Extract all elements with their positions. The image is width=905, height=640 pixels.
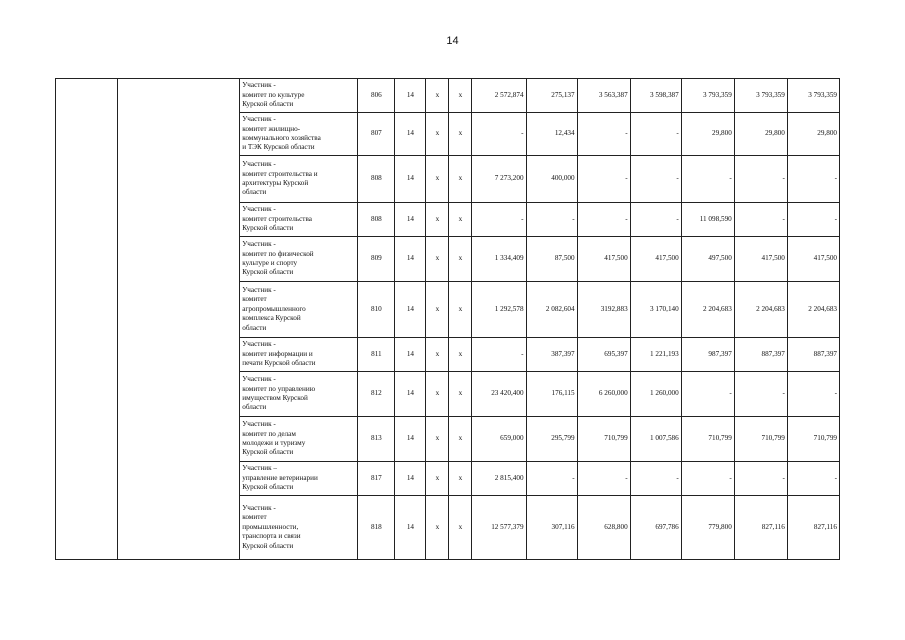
amount-cell: 3 793,359 (787, 79, 839, 113)
participant-name: Участник - комитет строительства Курской области (240, 203, 358, 237)
amount-cell: - (472, 203, 526, 237)
amount-cell: - (577, 462, 630, 496)
amount-cell: 779,800 (681, 496, 734, 560)
mark-cell: x (449, 338, 472, 372)
amount-cell: 887,397 (734, 338, 787, 372)
subprogram-cell (118, 79, 240, 560)
section-code: 14 (395, 156, 426, 203)
grbs-code: 811 (358, 338, 395, 372)
amount-cell: - (472, 338, 526, 372)
mark-cell: x (449, 282, 472, 338)
amount-cell: 3 793,359 (734, 79, 787, 113)
mark-cell: x (449, 113, 472, 156)
grbs-code: 812 (358, 372, 395, 417)
amount-cell: 295,799 (526, 417, 577, 462)
mark-cell: x (426, 372, 449, 417)
amount-cell: 275,137 (526, 79, 577, 113)
mark-cell: x (449, 462, 472, 496)
mark-cell: x (426, 203, 449, 237)
participant-name: Участник - комитет строительства и архитектуры Курской области (240, 156, 358, 203)
amount-cell: 659,000 (472, 417, 526, 462)
amount-cell: 2 572,874 (472, 79, 526, 113)
section-code: 14 (395, 113, 426, 156)
grbs-code: 808 (358, 156, 395, 203)
amount-cell: - (734, 462, 787, 496)
amount-cell: 987,397 (681, 338, 734, 372)
amount-cell: - (734, 156, 787, 203)
grbs-code: 806 (358, 79, 395, 113)
amount-cell: 3 170,140 (630, 282, 681, 338)
participant-name: Участник - комитет по делам молодежи и туризму Курской области (240, 417, 358, 462)
grbs-code: 810 (358, 282, 395, 338)
amount-cell: 3 563,387 (577, 79, 630, 113)
grbs-code: 818 (358, 496, 395, 560)
amount-cell: 29,800 (734, 113, 787, 156)
participant-name: Участник - комитет по управлению имуществом Курской области (240, 372, 358, 417)
participant-name: Участник - комитет промышленности, транспорта и связи Курской области (240, 496, 358, 560)
amount-cell: - (630, 462, 681, 496)
amount-cell: 12 577,379 (472, 496, 526, 560)
budget-table (55, 78, 840, 560)
amount-cell: 176,115 (526, 372, 577, 417)
amount-cell: 1 221,193 (630, 338, 681, 372)
section-code: 14 (395, 79, 426, 113)
grbs-code: 808 (358, 203, 395, 237)
amount-cell: 417,500 (787, 237, 839, 282)
amount-cell: - (787, 203, 839, 237)
amount-cell: 1 334,409 (472, 237, 526, 282)
amount-cell: 23 420,400 (472, 372, 526, 417)
amount-cell: - (630, 156, 681, 203)
mark-cell: x (449, 237, 472, 282)
amount-cell: 697,786 (630, 496, 681, 560)
participant-name: Участник - комитет жилищно- коммунального хозяйства и ТЭК Курской области (240, 113, 358, 156)
participant-name: Участник - комитет информации и печати Курской области (240, 338, 358, 372)
amount-cell: 2 204,683 (681, 282, 734, 338)
amount-cell: - (630, 113, 681, 156)
amount-cell: 400,000 (526, 156, 577, 203)
amount-cell: - (681, 156, 734, 203)
amount-cell: 12,434 (526, 113, 577, 156)
amount-cell: - (681, 372, 734, 417)
page-number: 14 (446, 35, 459, 47)
amount-cell: 827,116 (787, 496, 839, 560)
mark-cell: x (449, 203, 472, 237)
amount-cell: 417,500 (630, 237, 681, 282)
amount-cell: - (787, 462, 839, 496)
section-code: 14 (395, 203, 426, 237)
amount-cell: 11 098,590 (681, 203, 734, 237)
section-code: 14 (395, 338, 426, 372)
amount-cell: 695,397 (577, 338, 630, 372)
amount-cell: - (577, 113, 630, 156)
mark-cell: x (426, 282, 449, 338)
participant-name: Участник - комитет агропромышленного комплекса Курской области (240, 282, 358, 338)
mark-cell: x (426, 462, 449, 496)
amount-cell: - (577, 156, 630, 203)
amount-cell: - (681, 462, 734, 496)
amount-cell: 3 598,387 (630, 79, 681, 113)
section-code: 14 (395, 417, 426, 462)
amount-cell: 710,799 (734, 417, 787, 462)
mark-cell: x (449, 156, 472, 203)
amount-cell: 710,799 (681, 417, 734, 462)
amount-cell: 417,500 (734, 237, 787, 282)
program-cell (56, 79, 118, 560)
section-code: 14 (395, 237, 426, 282)
section-code: 14 (395, 496, 426, 560)
amount-cell: 2 204,683 (787, 282, 839, 338)
amount-cell: 710,799 (577, 417, 630, 462)
grbs-code: 809 (358, 237, 395, 282)
grbs-code: 813 (358, 417, 395, 462)
mark-cell: x (426, 496, 449, 560)
amount-cell: 2 815,400 (472, 462, 526, 496)
grbs-code: 817 (358, 462, 395, 496)
amount-cell: - (472, 113, 526, 156)
section-code: 14 (395, 372, 426, 417)
amount-cell: 1 260,000 (630, 372, 681, 417)
amount-cell: 87,500 (526, 237, 577, 282)
amount-cell: 29,800 (681, 113, 734, 156)
budget-table-body (56, 79, 840, 560)
amount-cell: - (734, 203, 787, 237)
amount-cell: 497,500 (681, 237, 734, 282)
amount-cell: - (787, 372, 839, 417)
amount-cell: - (630, 203, 681, 237)
participant-name: Участник - комитет по физической культуре и спорту Курской области (240, 237, 358, 282)
amount-cell: - (526, 203, 577, 237)
mark-cell: x (426, 79, 449, 113)
mark-cell: x (449, 496, 472, 560)
mark-cell: x (426, 417, 449, 462)
amount-cell: 827,116 (734, 496, 787, 560)
amount-cell: 3192,883 (577, 282, 630, 338)
mark-cell: x (426, 113, 449, 156)
grbs-code: 807 (358, 113, 395, 156)
amount-cell: - (577, 203, 630, 237)
section-code: 14 (395, 462, 426, 496)
amount-cell: - (526, 462, 577, 496)
amount-cell: 1 292,578 (472, 282, 526, 338)
amount-cell: 2 204,683 (734, 282, 787, 338)
participant-name: Участник – управление ветеринарии Курской области (240, 462, 358, 496)
mark-cell: x (426, 237, 449, 282)
table-row (56, 79, 840, 113)
amount-cell: 417,500 (577, 237, 630, 282)
mark-cell: x (426, 338, 449, 372)
participant-name: Участник - комитет по культуре Курской области (240, 79, 358, 113)
amount-cell: - (787, 156, 839, 203)
amount-cell: - (734, 372, 787, 417)
mark-cell: x (449, 417, 472, 462)
amount-cell: 1 007,586 (630, 417, 681, 462)
amount-cell: 6 260,000 (577, 372, 630, 417)
mark-cell: x (449, 372, 472, 417)
amount-cell: 628,800 (577, 496, 630, 560)
amount-cell: 29,800 (787, 113, 839, 156)
amount-cell: 710,799 (787, 417, 839, 462)
mark-cell: x (426, 156, 449, 203)
amount-cell: 387,397 (526, 338, 577, 372)
amount-cell: 887,397 (787, 338, 839, 372)
amount-cell: 307,116 (526, 496, 577, 560)
amount-cell: 2 082,604 (526, 282, 577, 338)
mark-cell: x (449, 79, 472, 113)
section-code: 14 (395, 282, 426, 338)
amount-cell: 7 273,200 (472, 156, 526, 203)
amount-cell: 3 793,359 (681, 79, 734, 113)
